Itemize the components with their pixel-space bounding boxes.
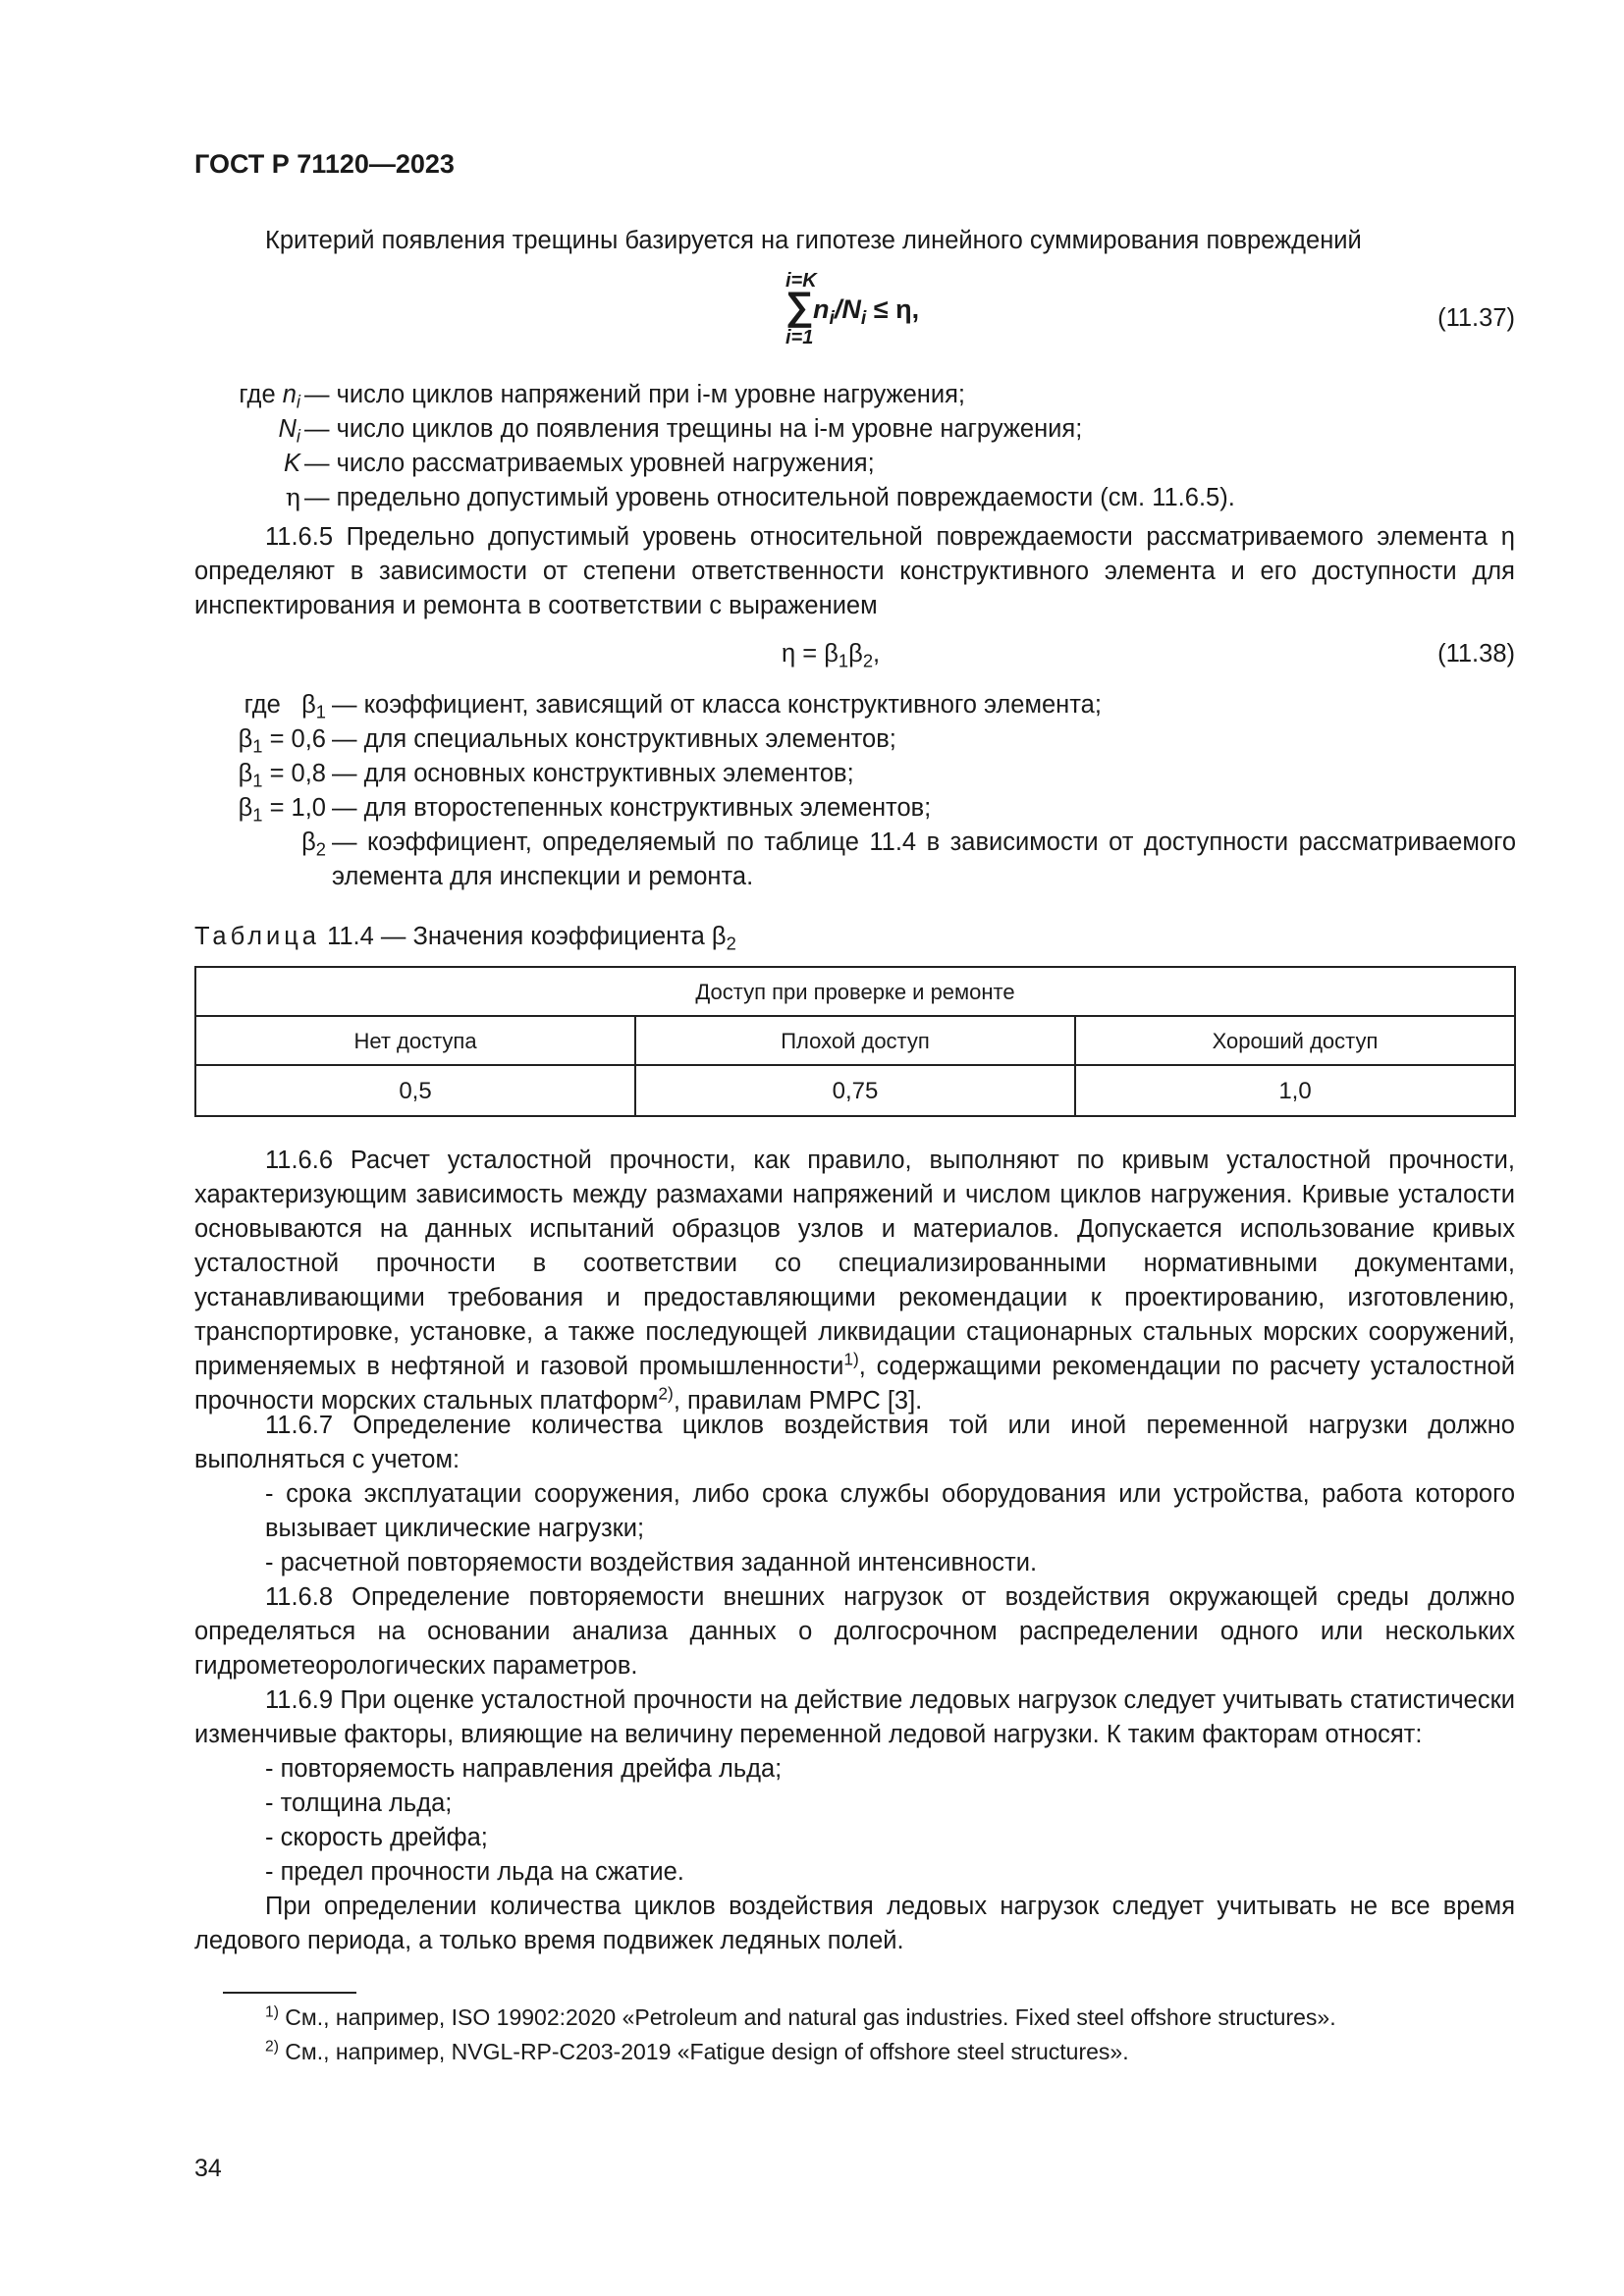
def-beta1-text: — коэффициент, зависящий от класса конструктивного элемента;: [332, 691, 1102, 719]
def-beta1-06: $\beta_1 = 0,6$: [238, 725, 326, 757]
def-beta1-06-text: — для специальных конструктивных элементов;: [332, 725, 896, 753]
sum-sigma: ∑: [785, 285, 814, 328]
def-ni-text: — число циклов напряжений при i-м уровне нагружения;: [304, 381, 966, 408]
table-cell: 0,5: [195, 1065, 635, 1116]
def-Ni: $N_i$: [278, 415, 300, 447]
intro-paragraph: Критерий появления трещины базируется на гипотезе линейного суммирования повреждений: [265, 227, 1362, 254]
equation-number-11-38: (11.38): [1437, 640, 1515, 667]
sum-body: $n_i/N_i \le \eta$,: [813, 294, 920, 329]
table-cell: 0,75: [635, 1065, 1075, 1116]
def-eta-text: — предельно допустимый уровень относительной повреждаемости (см. 11.6.5).: [304, 484, 1235, 511]
table-col-header: Нет доступа: [195, 1016, 635, 1065]
list-item: - толщина льда;: [265, 1789, 453, 1817]
paragraph-11-6-8: 11.6.8 Определение повторяемости внешних нагрузок от воздействия окружающей среды должно определяться на основании анализа данных о долгосрочном распределении одного или нескольких гидрометеорологических параметров.: [194, 1583, 1515, 1680]
paragraph-11-6-6: 11.6.6 Расчет усталостной прочности, как правило, выполняют по кривым усталостной прочности, характеризующим зависимость между размахами напряжений и числом циклов нагружения. Кривые усталости основываются на данных испытаний образцов узлов и материалов. Допускается использование кривых усталостной прочности в соответствии со специализированными нормативными документами, устанавливающими требования и предоставляющими рекомендации к проектированию, изготовлению, транспортировке, установке, а также последующей ликвидации стационарных стальных морских сооружений, применяемых в нефтяной и газовой промышленности$^{1)}$, содержащими рекомендации по расчету усталостной прочности морских стальных платформ$^{2)}$, правилам РМРС [3].: [194, 1147, 1515, 1415]
formula-11-38: $\eta = \beta_1\beta_2$,: [782, 640, 881, 671]
list-item: - срока эксплуатации сооружения, либо срока службы оборудования или устройства, работа которого вызывает циклические нагрузки;: [265, 1480, 1515, 1542]
document-header: ГОСТ Р 71120—2023: [194, 149, 455, 179]
def-beta1-10-text: — для второстепенных конструктивных элементов;: [332, 794, 932, 822]
def-beta1-08: $\beta_1 = 0,8$: [238, 760, 326, 791]
formula-11-37: [782, 271, 958, 349]
footnote-2: $^{2)}$ См., например, NVGL-RP-C203-2019 «Fatigue design of offshore steel structures».: [265, 2038, 1129, 2064]
sum-lower-limit: i=1: [785, 327, 814, 348]
table-group-header: Доступ при проверке и ремонте: [195, 967, 1515, 1016]
sum-upper-limit: i=K: [785, 270, 817, 292]
def-eta: η: [285, 483, 300, 512]
def-beta1-10: $\beta_1 = 1,0$: [238, 794, 326, 826]
list-item: - предел прочности льда на сжатие.: [265, 1858, 684, 1886]
def-K-text: — число рассматриваемых уровней нагружения;: [304, 450, 875, 477]
table-11-4: [194, 966, 1516, 1117]
def-beta2: $\beta_2$: [301, 828, 326, 860]
list-item: - скорость дрейфа;: [265, 1824, 488, 1851]
list-item: - расчетной повторяемости воздействия заданной интенсивности.: [265, 1549, 1038, 1576]
def-ni: где $n_i$: [239, 381, 300, 412]
def-beta1-08-text: — для основных конструктивных элементов;: [332, 760, 854, 787]
table-cell: 1,0: [1075, 1065, 1515, 1116]
list-item: - повторяемость направления дрейфа льда;: [265, 1755, 783, 1783]
def-beta2-text: — коэффициент, определяемый по таблице 11.4 в зависимости от доступности рассматриваемого элемента для инспекции и ремонта.: [332, 828, 1516, 890]
paragraph-final: При определении количества циклов воздействия ледовых нагрузок следует учитывать не все время ледового периода, а только время подвижек ледяных полей.: [194, 1893, 1515, 1954]
page-number: 34: [194, 2155, 222, 2182]
def-K: K: [283, 450, 300, 477]
paragraph-11-6-7: 11.6.7 Определение количества циклов воздействия той или иной переменной нагрузки должно выполняться с учетом:: [194, 1412, 1515, 1473]
footnote-1: $^{1)}$ См., например, ISO 19902:2020 «Petroleum and natural gas industries. Fixed steel offshore structures».: [265, 2003, 1336, 2030]
footnote-ref-2: 2): [658, 1383, 674, 1404]
table-col-header: Хороший доступ: [1075, 1016, 1515, 1065]
def-beta1: где $\beta_1$: [244, 691, 326, 722]
footnote-ref-1: 1): [843, 1349, 859, 1369]
def-Ni-text: — число циклов до появления трещины на i-м уровне нагружения;: [304, 415, 1083, 443]
paragraph-11-6-5: 11.6.5 Предельно допустимый уровень относительной повреждаемости рассматриваемого элемента η определяют в зависимости от степени ответственности конструктивного элемента и его доступности для инспектирования и ремонта в соответствии с выражением: [194, 523, 1515, 619]
equation-number-11-37: (11.37): [1437, 304, 1515, 332]
paragraph-11-6-9: 11.6.9 При оценке усталостной прочности на действие ледовых нагрузок следует учитывать статистически изменчивые факторы, влияющие на величину переменной ледовой нагрузки. К таким факторам относят:: [194, 1686, 1515, 1748]
table-caption: Таблица 11.4 — Значения коэффициента $\beta_2$: [194, 923, 736, 954]
table-col-header: Плохой доступ: [635, 1016, 1075, 1065]
footnote-separator: [223, 1992, 356, 1994]
